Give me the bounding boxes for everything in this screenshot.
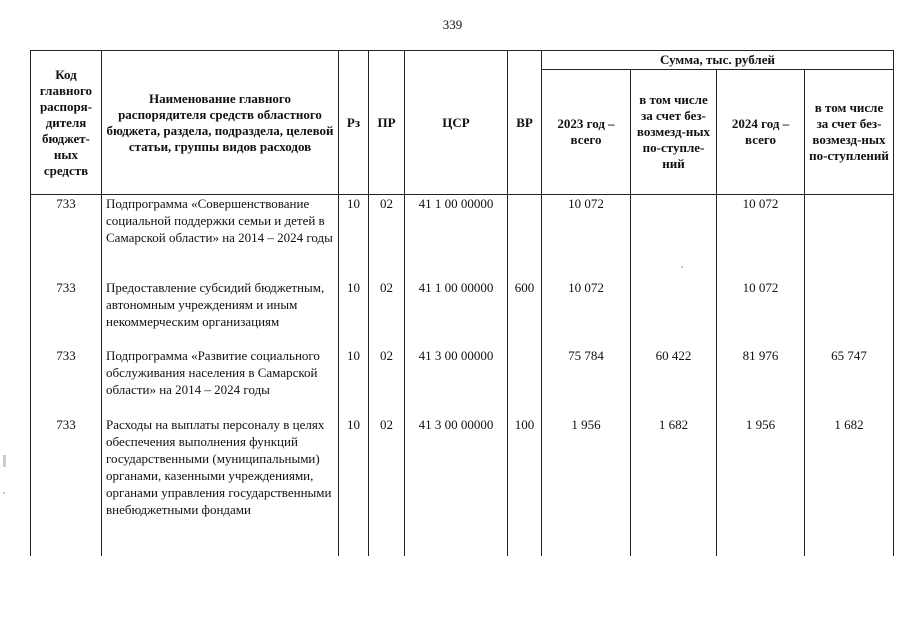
cell-2023-total: 1 956	[542, 416, 631, 556]
cell-rz: 10	[339, 416, 369, 556]
col-header-pr: ПР	[369, 51, 405, 195]
cell-vr	[508, 347, 542, 416]
table-row	[31, 195, 894, 279]
cell-rz: 10	[339, 195, 369, 279]
col-header-code: Код главного распоря-дителя бюджет-ных средств	[31, 51, 102, 195]
cell-code: 733	[31, 347, 102, 416]
cell-vr: 600	[508, 279, 542, 347]
cell-pr: 02	[369, 416, 405, 556]
cell-2023-total: 75 784	[542, 347, 631, 416]
cell-2024-grants	[805, 279, 894, 347]
cell-2023-grants: 60 422	[631, 347, 717, 416]
cell-vr: 100	[508, 416, 542, 556]
table-row	[31, 416, 894, 556]
cell-csr: 41 3 00 00000	[405, 347, 508, 416]
cell-vr	[508, 195, 542, 279]
budget-table	[30, 50, 894, 556]
table-row	[31, 279, 894, 347]
cell-2024-grants: 65 747	[805, 347, 894, 416]
col-header-2023-total: 2023 год – всего	[542, 70, 631, 195]
cell-2023-grants: 1 682	[631, 416, 717, 556]
col-header-2024-total: 2024 год – всего	[717, 70, 805, 195]
table-row	[31, 347, 894, 416]
cell-name: Подпрограмма «Совершенствование социальной поддержки семьи и детей в Самарской области» на 2014 – 2024 годы	[102, 195, 339, 279]
cell-name: Предоставление субсидий бюджетным, автономным учреждениям и иным некоммерческим организациям	[102, 279, 339, 347]
page-number: 339	[442, 17, 463, 32]
cell-pr: 02	[369, 195, 405, 279]
cell-2023-total: 10 072	[542, 195, 631, 279]
cell-csr: 41 1 00 00000	[405, 195, 508, 279]
cell-csr: 41 3 00 00000	[405, 416, 508, 556]
cell-csr: 41 1 00 00000	[405, 279, 508, 347]
cell-2024-total: 10 072	[717, 195, 805, 279]
col-header-csr: ЦСР	[405, 51, 508, 195]
col-header-vr: ВР	[508, 51, 542, 195]
scan-speck	[681, 266, 683, 268]
cell-2024-total: 1 956	[717, 416, 805, 556]
cell-2023-total: 10 072	[542, 279, 631, 347]
cell-2023-grants	[631, 279, 717, 347]
col-header-2024-grants: в том числе за счет без-возмезд-ных по-ступлений	[805, 70, 894, 195]
cell-2024-total: 81 976	[717, 347, 805, 416]
scan-speck	[3, 492, 5, 494]
col-header-sum-group: Сумма, тыс. рублей	[542, 51, 894, 70]
scan-speck	[3, 455, 6, 467]
cell-pr: 02	[369, 347, 405, 416]
cell-rz: 10	[339, 347, 369, 416]
cell-pr: 02	[369, 279, 405, 347]
col-header-2023-grants: в том числе за счет без-возмезд-ных по-ступле-ний	[631, 70, 717, 195]
cell-2023-grants	[631, 195, 717, 279]
cell-rz: 10	[339, 279, 369, 347]
cell-code: 733	[31, 416, 102, 556]
cell-2024-grants	[805, 195, 894, 279]
cell-code: 733	[31, 279, 102, 347]
cell-2024-grants: 1 682	[805, 416, 894, 556]
cell-code: 733	[31, 195, 102, 279]
col-header-name: Наименование главного распорядителя средств областного бюджета, раздела, подраздела, целевой статьи, группы видов расходов	[102, 51, 339, 195]
cell-name: Расходы на выплаты персоналу в целях обеспечения выполнения функций государственными (муниципальными) органами, казенными учреждениями, органами управления государственными внебюджетными фондами	[102, 416, 339, 556]
cell-name: Подпрограмма «Развитие социального обслуживания населения в Самарской области» на 2014 – 2024 годы	[102, 347, 339, 416]
cell-2024-total: 10 072	[717, 279, 805, 347]
col-header-rz: Рз	[339, 51, 369, 195]
